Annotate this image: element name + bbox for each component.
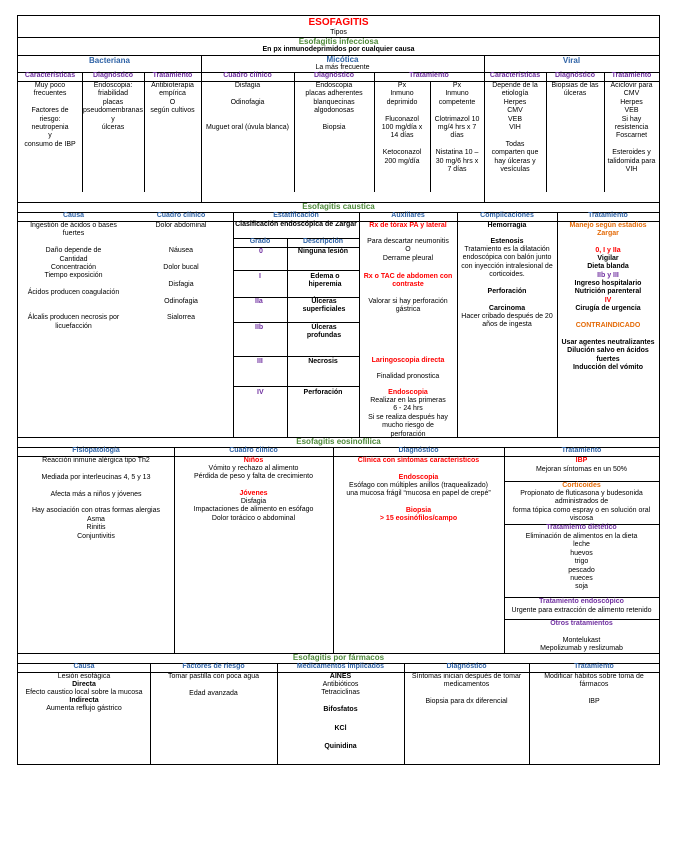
eos-fisio [18,457,174,541]
comp-carcinoma-lines [457,313,557,330]
text-line: competente [438,98,476,106]
text-line: Antibioterapia [151,82,194,89]
text-line: leche [573,541,590,549]
text-line: Álcalis producen necrosis por [27,314,120,322]
text-line: Daño depende de [45,247,102,255]
text-line: 30 mg/6 hrs x [435,157,479,165]
viral-tratamiento [604,82,659,174]
text-line: Síntomas inician después de tomar [411,673,522,680]
comp-estenosis-lines [457,246,557,280]
text-line: Hay asociación con otras formas alergias [31,507,160,515]
eos-head-diagnostico: Diagnóstico [398,447,439,454]
text-line: corticoides. [489,271,525,279]
zargar-grado-2: IIa [255,298,263,305]
text-line: Herpes [620,98,643,106]
zargar-grado-0: 0 [259,248,263,255]
text-line: pescado [568,566,595,574]
text-line: administrados de [554,498,609,506]
text-line: viscosa [569,515,594,523]
text-line: Edad avanzada [189,689,238,697]
farm-tratamiento [529,673,659,707]
zargar-desc-1: Edema o hiperemia [308,273,342,289]
caustica-trat-g3: IV [604,297,612,304]
text-line: Ketoconazol [382,149,422,157]
text-line: Clotrimazol 10 [434,115,480,123]
text-line: fármacos [579,681,609,689]
divider [233,270,359,271]
text-line [404,690,529,698]
comp-perforacion: Perforación [487,288,527,295]
text-line: Muguet oral (úvula blanca) [206,124,289,132]
text-line: días [450,132,464,140]
text-line: Fluconazol [385,115,419,123]
text-line: úlceras [563,90,587,98]
text-line: Propionato de fluticasona y budesonida [520,490,643,497]
zargar-desc-0: Ninguna lesión [297,248,349,255]
eos-diag-biopsia: Biopsia [405,507,432,514]
text-line: pseudomembranas [83,107,143,115]
text-line: Dolor torácico o abdominal [211,514,296,522]
text-line: y [48,132,52,140]
text-line [129,256,233,264]
bact-tratamiento [144,82,201,116]
text-line: y [111,115,115,123]
text-line: CMV [507,107,523,115]
bact-diagnostico [82,82,144,132]
text-line: Afecta más a niños y jóvenes [50,490,142,498]
eos-head-cuadro: Cuadro clínico [229,447,278,454]
text-line: fuertes [596,355,620,363]
section-title-eosinofilica: Esofagitis eosinofílica [296,437,381,446]
eos-trat-endoscopico: Tratamiento endoscópico [539,598,624,605]
text-line: según cultivos [150,107,195,115]
text-line: Biopsia para dx diferencial [425,698,508,706]
text-line: con inyección intralesional de [461,262,553,270]
text-line: soja [575,583,588,591]
text-line: Dolor abdominal [155,222,207,229]
infecciosa-note: En px inmunodeprimidos por cualquier causa [262,46,415,53]
eos-trat-otros: Otros tratamientos [550,620,613,627]
text-line: neutropenia [31,124,69,132]
section-title-farmacos: Esofagitis por fármacos [292,653,385,662]
text-line: friabilidad [98,90,128,98]
zargar-grado-head: Grado [249,238,271,245]
text-line: placas adherentes [305,90,363,98]
text-line: Inducción del vómito [572,364,643,372]
text-line: Depende de la [492,82,538,89]
text-line: IBP [588,698,600,706]
eos-trat-corticoides: Corticoides [562,482,601,489]
text-line: VEB [507,115,522,123]
text-line: Ingreso hospitalario [574,280,642,287]
farm-causa-reflujo: Aumenta reflujo gástrico [46,705,122,712]
text-line [529,690,659,698]
caustica-head-auxiliares: Auxiliares [391,212,425,219]
eos-diag-endoscopia-lines [333,482,504,499]
text-line: Mepolizumab y reslizumab [540,645,623,653]
text-line: placas [102,98,124,106]
mic-head-cuadro: Cuadro clínico [223,72,272,79]
mic-cuadro [201,82,294,132]
viral-title: Viral [562,56,581,65]
text-line: Para descartar neumonitis [367,238,449,245]
text-line: etiología [501,90,529,98]
aux-tac-title: Rx o TAC de abdomen con contraste [363,273,453,289]
viral-head-caracteristicas: Características [489,72,541,79]
eos-ninos-lines [174,465,333,482]
text-line: VEB [624,107,639,115]
text-line: blanquecinas [313,98,355,106]
mic-trat-inmunocompetente [430,82,484,174]
eos-head-fisio: Fisiopatología [72,447,120,454]
caustica-trat-title: Manejo según estadios Zargar [569,222,647,238]
text-line [129,272,233,280]
zargar-desc-2: Úlceras superficiales [302,298,346,314]
text-line: Disfagia [240,498,267,505]
text-line: Odinofagia [230,98,265,106]
text-line: O [169,98,176,106]
text-line [129,306,233,314]
farm-causa-indirecta: Indirecta [69,697,99,704]
caustica-head-tratamiento: Tratamiento [588,212,628,219]
mic-diagnostico [294,82,374,132]
text-line: Esófago con múltiples anillos (traquealizado) [349,482,488,489]
farm-head-factores: Factores de riesgo [182,663,245,670]
viral-caracteristicas [484,82,546,174]
divider [233,386,359,387]
aux-endo-lines [359,397,457,439]
comp-hemorragia: Hemorragia [487,222,527,229]
farm-causa-efecto: Efecto caustico local sobre la mucosa [25,689,143,696]
zargar-title: Clasificación endoscópica de Zargar [235,221,357,228]
text-line: endoscópica con balón junto [462,254,552,262]
viral-diagnostico [546,82,604,99]
text-line: Endoscopia: [93,82,133,89]
text-line: Pérdida de peso y falta de crecimiento [193,473,314,481]
caustica-causa [18,222,129,331]
text-line: riesgo: [39,115,61,123]
text-line: Conjuntivitis [77,532,115,540]
text-line: Derrame pleural [382,254,434,262]
text-line: gástrica [395,306,421,314]
text-line: Px [452,82,462,89]
text-line: Finalidad pronostica [376,373,440,380]
text-line: Rinitis [86,524,106,532]
text-line: frecuentes [33,90,67,98]
zargar-desc-4: Necrosis [308,358,338,365]
text-line [129,239,233,247]
text-line: Todas [505,140,525,148]
bact-caracteristicas [18,82,82,149]
caustica-trat-g1: 0, I y IIa [595,247,621,254]
eos-trat-dietetico: Tratamiento dietético [546,524,617,531]
text-line: Endoscopia [315,82,353,89]
text-line: Muy poco [34,82,66,89]
divider [233,356,359,357]
text-line: Cantidad [59,255,88,263]
text-line: Dolor bucal [163,264,199,272]
text-line: vesículas [500,166,530,174]
eos-trat-otros-lines [504,637,659,654]
text-line: Reacción inmune alérgica tipo Th2 [42,457,150,464]
viral-head-diagnostico: Diagnóstico [554,72,596,79]
aux-tac-lines [359,298,457,315]
text-line [129,230,233,238]
aux-rx-lines [359,238,457,263]
text-line: Náusea [168,247,194,255]
text-line: Realizar en las primeras [370,397,446,404]
eos-trat-corticoides-lines [504,490,659,524]
text-line: 6 - 24 hrs [393,405,423,413]
page-subtitle: Tipos [330,29,347,36]
caustica-head-estatificacion: Estatificación [273,212,319,219]
text-line: 100 mg/día x [381,124,423,132]
text-line [484,132,546,140]
farm-head-medicamentos: Medicamentos implicados [296,663,385,670]
zargar-grado-1: I [259,273,261,280]
eos-diag-endoscopia: Endoscopia [398,474,439,481]
text-line: Cirugía de urgencia [575,305,641,312]
text-line [374,107,430,115]
text-line [18,239,129,247]
text-line: huevos [570,549,593,557]
text-line: comparten que [491,149,539,157]
comp-estenosis: Estenosis [490,238,524,245]
text-line: 200 mg/día [384,157,420,165]
text-line: consumo de IBP [24,140,76,148]
bact-head-tratamiento: Tratamiento [152,72,193,79]
mic-trat-inmunodeprimido [374,82,430,166]
comp-carcinoma: Carcinoma [488,305,526,312]
text-line [18,465,174,473]
bact-head-diagnostico: Diagnóstico [92,72,134,79]
text-line: 7 días [447,166,467,174]
text-line: 14 días [390,132,414,140]
text-line: Disfagia [234,82,261,89]
eos-trat-ibp: IBP [575,457,588,464]
text-line: talidomida para [607,157,656,165]
eos-trat-dietetico-lines [504,533,659,592]
text-line: Nistatina 10 – [435,149,479,157]
caustica-head-causa: Causa [62,212,84,219]
eos-trat-ibp-lines [504,466,659,474]
text-line [18,482,174,490]
text-line [18,298,129,306]
eos-diag-clinica: Clínica con síntomas característicos [357,457,480,464]
bacteriana-title: Bacteriana [89,56,130,65]
text-line: Tomar pastilla con poca agua [167,673,260,680]
text-line: CMV [623,90,640,98]
text-line: Vigilar [597,255,619,262]
text-line: hay úlceras y [494,157,536,165]
divider [233,322,359,323]
text-line: Asma [87,515,105,523]
text-line: Montelukast [562,637,601,644]
text-line: Sialorrea [166,314,195,322]
micotica-title: Micótica [326,55,359,64]
text-line: Antibióticos [322,681,359,688]
text-line: mucho riesgo de [382,422,434,430]
caustica-head-cuadro: Cuadro clínico [156,212,206,219]
text-line [18,281,129,289]
text-line: nueces [570,575,593,583]
text-line: Odinofagia [164,297,198,305]
farm-causa-lesion: Lesión esofágica [57,673,111,680]
zargar-desc-5: Perforación [303,389,343,396]
farm-factores [150,673,277,698]
micotica-subtitle: La más frecuente [315,64,370,71]
text-line: Concentración [50,264,97,272]
text-line: Inmuno [390,90,414,98]
text-line: empírica [159,90,186,98]
text-line: Ingestión de ácidos o bases [30,222,117,229]
zargar-grado-5: IV [257,389,264,396]
text-line: Si hay [621,115,642,123]
text-line: deprimido [386,98,418,106]
text-line: Nutrición parenteral [574,288,642,296]
aux-lar-lines [359,373,457,381]
divider [287,238,288,437]
text-line: Mejoran síntomas en un 50% [535,466,628,473]
farm-head-causa: Causa [73,663,95,670]
text-line: una mucosa frágil “mucosa en papel de crepé” [346,490,491,498]
caustica-contra-lines [557,339,659,373]
text-line: Mediada por interleucinas 4, 5 y 13 [41,473,151,481]
text-line: resistencia [614,124,649,132]
text-line [18,499,174,507]
farm-head-tratamiento: Tratamiento [574,663,614,670]
text-line: VIH [509,124,521,132]
text-line: Esteroides y [612,149,651,157]
farm-causa-directa: Directa [72,681,96,688]
zargar-desc-head: Descripción [302,238,344,245]
text-line: Px [397,82,407,89]
viral-head-tratamiento: Tratamiento [611,72,652,79]
text-line: VIH [625,166,638,174]
eos-jovenes: Jóvenes [239,490,268,497]
caustica-cuadro [129,222,233,323]
text-line [430,141,484,149]
zargar-grado-3: IIb [255,324,264,331]
caustica-trat-g3-lines [557,305,659,313]
text-line: Tratamiento es la dilatación [464,246,550,253]
caustica-trat-g2: IIb y III [597,272,619,279]
eos-diag-biopsia-value: > 15 eosinófilos/campo [379,515,458,522]
text-line: Tiempo exposición [44,272,103,280]
text-line [18,99,82,107]
text-line [604,141,659,149]
aux-lar-title: Laringoscopia directa [371,357,445,364]
farm-diagnostico [404,673,529,707]
text-line: Eliminación de alimentos en la dieta [525,533,638,540]
text-line: Biopsias de las [551,82,599,89]
zargar-desc-3: Úlceras profundas [306,324,342,340]
text-line: forma tópica como espray o en solución oral [512,506,651,514]
text-line: Tetraciclinas [321,689,360,697]
section-title-caustica: Esofagitis caustica [302,202,375,211]
text-line: trigo [574,558,589,566]
text-line [150,681,277,689]
text-line: Vómito y rechazo al alimento [208,465,299,472]
eos-jovenes-lines [174,498,333,523]
text-line: medicamentos [443,681,490,689]
farm-med-bifosfatos: Bifosfatos [323,706,358,713]
text-line [201,90,294,98]
mic-head-diagnostico: Diagnóstico [313,72,355,79]
text-line: Dilución salvo en ácidos [567,347,649,355]
text-line: Aciclovir para [610,82,653,89]
esofagitis-sheet [17,15,660,765]
text-line: licuefacción [55,322,92,330]
text-line [430,107,484,115]
zargar-grado-4: III [257,358,263,365]
text-line [201,107,294,115]
text-line: Dieta blanda [587,263,629,271]
text-line: Usar agentes neutralizantes [561,339,655,346]
text-line: perforación [390,430,426,438]
text-line: O [405,246,411,254]
text-line [374,141,430,149]
text-line: Biopsia [322,124,346,132]
text-line: años de ingesta [482,321,532,329]
text-line: Urgente para extracción de alimento retenido [511,607,652,614]
text-line: Ácidos producen coagulación [27,289,120,297]
farm-med-lines [277,681,404,698]
farm-med-kcl: KCl [334,725,347,732]
caustica-trat-g1-lines [557,255,659,272]
text-line [129,289,233,297]
aux-rx-title: Rx de tórax PA y lateral [369,222,447,229]
caustica-head-complicaciones: Complicaciones [480,212,534,219]
farm-med-quinidina: Quinidina [324,743,357,750]
text-line: Si se realiza después hay [368,413,448,421]
eos-head-tratamiento: Tratamiento [561,447,602,454]
text-line: fuertes [62,230,85,238]
mic-head-tratamiento: Tratamiento [409,72,449,79]
text-line: Hacer cribado después de 20 [461,313,553,320]
text-line: úlceras [101,124,125,132]
text-line: mg/4 hrs x 7 [437,124,477,132]
text-line: Impactaciones de alimento en esófago [193,506,314,514]
text-line [294,116,374,124]
eos-trat-endoscopico-lines [504,607,659,615]
text-line: Disfagia [168,280,194,288]
aux-endo-title: Endoscopia [388,389,428,396]
text-line: Valorar si hay perforación [368,298,448,305]
bact-head-caracteristicas: Características [24,72,76,79]
text-line: Foscarnet [615,132,648,140]
text-line: Inmuno [445,90,469,98]
text-line [201,116,294,124]
farm-head-diagnostico: Diagnóstico [446,663,487,670]
text-line: Herpes [503,98,527,106]
caustica-trat-g2-lines [557,280,659,297]
farm-med-aines: AINES [329,673,352,680]
eos-ninos: Niños [243,457,264,464]
text-line: Factores de [31,107,69,115]
page-title: ESOFAGITIS [308,17,369,28]
text-line: algodonosas [314,107,354,115]
section-title-infecciosa: Esofagitis infecciosa [298,37,379,46]
caustica-contraindicado: CONTRAINDICADO [575,322,641,329]
text-line: Modificar hábitos sobre toma de [544,673,644,680]
